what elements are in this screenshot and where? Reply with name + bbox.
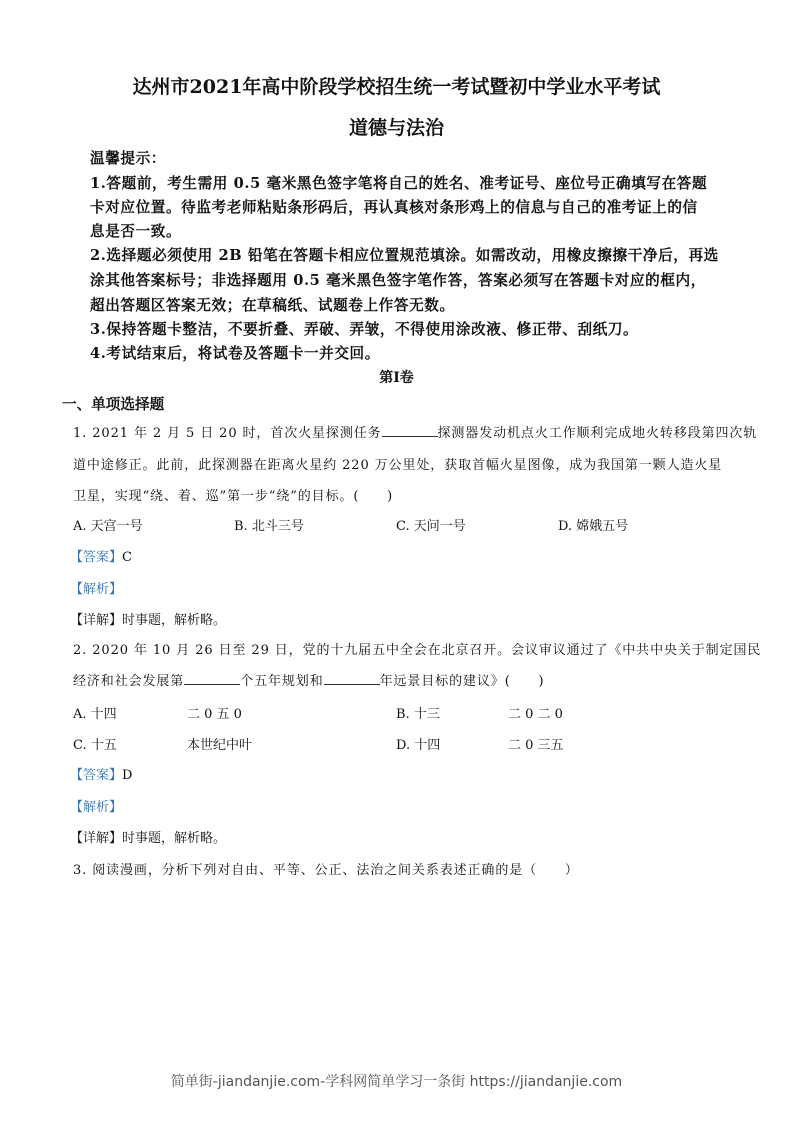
option-b: B. 北斗三号 bbox=[234, 519, 304, 534]
option-d: D. 十四 bbox=[396, 738, 441, 753]
volume-heading: 第Ⅰ卷 bbox=[379, 370, 414, 386]
option-c: C. 天问一号 bbox=[396, 519, 466, 534]
question-3-line: 3. 阅读漫画，分析下列对自由、平等、公正、法治之间关系表述正确的是（ ） bbox=[73, 863, 579, 878]
notice-line: 涂其他答案标号；非选择题用 0.5 毫米黑色签字笔作答，答案必须写在答题卡对应的框内， bbox=[90, 272, 706, 289]
notice-line: 3.保持答题卡整洁，不要折叠、弄破、弄皱，不得使用涂改液、修正带、刮纸刀。 bbox=[90, 321, 639, 338]
detail-text: 时事题，解析略。 bbox=[122, 831, 227, 846]
notice-line: 超出答题区答案无效；在草稿纸、试题卷上作答无数。 bbox=[90, 297, 455, 314]
notice-line: 1.答题前，考生需用 0.5 毫米黑色签字笔将自己的姓名、准考证号、座位号正确填写在答题 bbox=[90, 175, 708, 192]
question-2-line bbox=[73, 670, 544, 689]
question-2-line: 2. 2020 年 10 月 26 日至 29 日，党的十九届五中全会在北京召开。会议审议通过了《中共中央关于制定国民 bbox=[73, 643, 762, 658]
answer-label: 【答案】 bbox=[70, 550, 123, 565]
notice-line: 息是否一致。 bbox=[90, 223, 182, 240]
answer-line bbox=[70, 764, 132, 783]
option-d-year: 二 0 三五 bbox=[508, 738, 564, 753]
analysis-label: 【解析】 bbox=[70, 800, 123, 815]
option-a-year: 二 0 五 0 bbox=[187, 707, 242, 722]
option-c: C. 十五 bbox=[73, 738, 117, 753]
detail-label: 【详解】 bbox=[70, 613, 123, 628]
detail-text: 时事题，解析略。 bbox=[122, 613, 227, 628]
question-1-line: 道中途修正。此前，此探测器在距离火星约 220 万公里处，获取首幅火星图像，成为我国第一颗人造火星 bbox=[73, 458, 723, 473]
notice-line: 2.选择题必须使用 2B 铅笔在答题卡相应位置规范填涂。如需改动，用橡皮擦擦干净后，再选 bbox=[90, 247, 719, 264]
option-a: A. 十四 bbox=[73, 707, 117, 722]
answer-value: C bbox=[122, 550, 132, 565]
detail-label: 【详解】 bbox=[70, 831, 123, 846]
question-text: 探测器发动机点火工作顺利完成地火转移段第四次轨 bbox=[437, 426, 758, 441]
answer-blank bbox=[184, 672, 240, 685]
subject-title: 道德与法治 bbox=[348, 117, 444, 139]
question-text: 年远景目标的建议》( ) bbox=[379, 674, 545, 689]
notice-line: 4.考试结束后，将试卷及答题卡一并交回。 bbox=[90, 345, 380, 362]
option-d: D. 嫦娥五号 bbox=[558, 519, 629, 534]
question-text: 个五年规划和 bbox=[240, 674, 324, 689]
notice-line: 卡对应位置。待监考老师粘贴条形码后，再认真核对条形鸡上的信息与自己的准考证上的信 bbox=[90, 199, 698, 216]
section-heading: 一、单项选择题 bbox=[62, 396, 165, 413]
exam-title: 达州市2021年高中阶段学校招生统一考试暨初中学业水平考试 bbox=[132, 76, 661, 98]
answer-blank bbox=[382, 424, 438, 437]
answer-blank bbox=[324, 672, 380, 685]
question-text: 1. 2021 年 2 月 5 日 20 时，首次火星探测任务 bbox=[73, 426, 382, 441]
option-a: A. 天宫一号 bbox=[73, 519, 143, 534]
notice-heading: 温馨提示： bbox=[90, 150, 166, 167]
question-text: 经济和社会发展第 bbox=[73, 674, 185, 689]
detail-line bbox=[70, 609, 226, 628]
question-1-line bbox=[73, 422, 757, 441]
footer-watermark: 简单街-jiandanjie.com-学科网简单学习一条街 https://jiandanjie.com bbox=[170, 1074, 623, 1090]
option-b: B. 十三 bbox=[396, 707, 440, 722]
detail-line bbox=[70, 827, 226, 846]
option-b-year: 二 0 二 0 bbox=[508, 707, 563, 722]
option-c-year: 本世纪中叶 bbox=[187, 738, 253, 753]
analysis-label: 【解析】 bbox=[70, 582, 123, 597]
answer-label: 【答案】 bbox=[70, 768, 123, 783]
answer-value: D bbox=[122, 768, 133, 783]
answer-line bbox=[70, 546, 132, 565]
question-1-line: 卫星，实现“绕、着、巡”第一步“绕”的目标。( ) bbox=[73, 489, 394, 504]
